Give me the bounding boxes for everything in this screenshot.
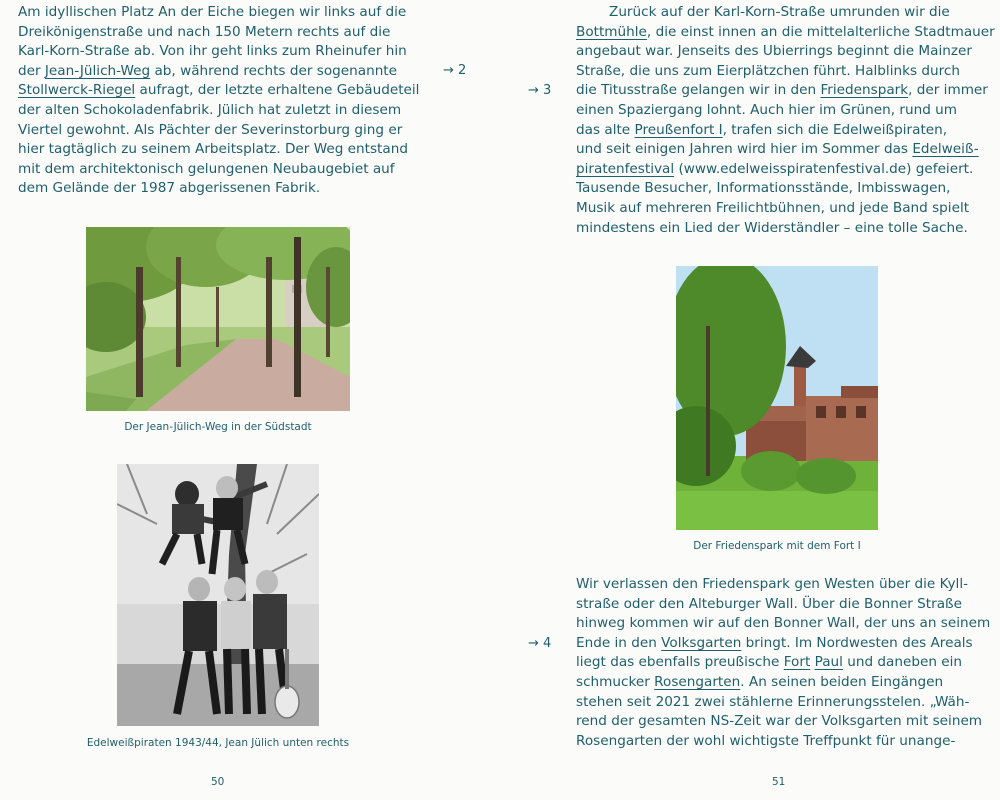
text-segment: hinweg kommen wir auf den Bonner Wall, der uns an seinem <box>576 615 991 632</box>
text-segment: liegt das ebenfalls preußische <box>576 654 784 671</box>
place-link[interactable]: Paul <box>814 654 843 671</box>
place-link[interactable]: Edelweiß- <box>912 141 979 158</box>
place-link[interactable]: Volksgarten <box>661 634 742 651</box>
text-segment: Karl-Korn-Straße ab. Von ihr geht links zum Rheinufer hin <box>18 43 407 60</box>
text-line <box>18 179 419 199</box>
text-line <box>18 101 419 121</box>
text-segment: straße oder den Alteburger Wall. Über die Bonner Straße <box>576 595 962 612</box>
right-page <box>500 0 1000 800</box>
text-line <box>18 3 419 23</box>
text-segment: Viertel gewohnt. Als Pächter der Severinstorburg ging er <box>18 121 403 138</box>
place-link[interactable]: Fort <box>783 654 811 671</box>
text-segment: bringt. Im Nordwesten des Areals <box>741 634 973 651</box>
text-line <box>18 140 419 160</box>
caption-edelweisspiraten: Edelweißpiraten 1943/44, Jean Jülich unten rechts <box>86 737 350 749</box>
text-segment: der <box>18 62 45 79</box>
text-segment: und daneben ein <box>842 654 963 671</box>
place-link[interactable]: piratenfestival <box>576 160 675 177</box>
text-segment: Wir verlassen den Friedenspark gen Westen über die Kyll- <box>576 576 969 592</box>
text-line <box>576 81 995 101</box>
text-line <box>576 595 990 615</box>
text-segment: Dreikönigenstraße und nach 150 Metern rechts auf die <box>18 23 391 40</box>
text-line <box>576 673 990 693</box>
text-line <box>576 712 990 732</box>
text-segment: , der immer <box>908 82 988 99</box>
text-segment: Am idyllischen Platz An der Eiche biegen wir links auf die <box>18 4 407 20</box>
text-line <box>576 575 990 595</box>
text-segment: mit dem architektonisch gelungenen Neubaugebiet auf <box>18 160 395 177</box>
text-line <box>576 634 990 654</box>
text-segment: Straße, die uns zum Eierplätzchen führt. Halblinks durch <box>576 62 960 79</box>
text-segment: . An seinen beiden Eingängen <box>740 673 944 690</box>
text-line <box>576 3 995 23</box>
text-segment: der alten Schokoladenfabrik. Jülich hat zuletzt in diesem <box>18 101 402 118</box>
text-segment: die Titusstraße gelangen wir in den <box>576 82 821 99</box>
text-segment: Rosengarten der wohl wichtigste Treffpunkt für unange- <box>576 732 956 749</box>
text-segment: Musik auf mehreren Freilichtbühnen, und jede Band spielt <box>576 199 970 216</box>
place-link[interactable]: Stollwerck-Riegel <box>18 82 136 99</box>
text-segment: stehen seit 2021 zwei stählerne Erinnerungsstelen. „Wäh- <box>576 693 970 710</box>
text-line <box>576 219 995 239</box>
right-paragraph-1 <box>576 3 995 238</box>
text-segment: Zurück auf der Karl-Korn-Straße umrunden wir die <box>609 4 950 20</box>
caption-jean-juelich-weg: Der Jean-Jülich-Weg in der Südstadt <box>124 421 312 433</box>
place-link[interactable]: Rosengarten <box>654 673 741 690</box>
text-line <box>576 140 995 160</box>
photo-edelweisspiraten <box>117 464 319 726</box>
text-line <box>576 614 990 634</box>
photo-friedenspark <box>676 266 878 530</box>
text-line <box>576 179 995 199</box>
right-paragraph-2 <box>576 575 990 751</box>
text-segment: Ende in den <box>576 634 662 651</box>
cross-reference-marker-4: → 4 <box>528 636 552 651</box>
text-line <box>576 101 995 121</box>
text-line <box>576 62 995 82</box>
place-link[interactable]: Jean-Jülich-Weg <box>44 62 151 79</box>
text-segment: dem Gelände der 1987 abgerissenen Fabrik. <box>18 180 321 197</box>
text-line <box>576 653 990 673</box>
cross-reference-marker-2: → 2 <box>443 63 467 78</box>
text-line <box>576 23 995 43</box>
photo-jean-juelich-weg <box>86 227 350 411</box>
text-line <box>576 732 990 752</box>
left-paragraph <box>18 3 419 199</box>
caption-friedenspark: Der Friedenspark mit dem Fort I <box>693 540 861 552</box>
place-link[interactable]: Bottmühle <box>576 23 647 40</box>
text-line <box>18 121 419 141</box>
text-segment: angebaut war. Jenseits des Ubierrings beginnt die Mainzer <box>576 43 972 60</box>
text-segment: einen Spaziergang lohnt. Auch hier im Grünen, rund um <box>576 101 958 118</box>
page-number-left: 50 <box>211 776 225 788</box>
text-segment: ab, während rechts der sogenannte <box>150 62 398 79</box>
text-line <box>576 160 995 180</box>
text-line <box>576 121 995 141</box>
text-segment: Tausende Besucher, Informationsstände, Imbisswagen, <box>576 180 951 197</box>
text-segment: schmucker <box>576 673 655 690</box>
text-line <box>576 693 990 713</box>
place-link[interactable]: Friedenspark <box>820 82 909 99</box>
text-segment: (www.edelweisspiratenfestival.de) gefeiert. <box>674 160 974 177</box>
friedenspark-fort-image <box>676 266 878 530</box>
text-segment: und seit einigen Jahren wird hier im Sommer das <box>576 141 913 158</box>
cross-reference-marker-3: → 3 <box>528 83 552 98</box>
text-line <box>18 160 419 180</box>
text-segment: , die einst innen an die mittelalterliche Stadtmauer <box>646 23 995 40</box>
page-number-right: 51 <box>772 776 786 788</box>
text-segment: hier tagtäglich zu seinem Arbeitsplatz. Der Weg entstand <box>18 141 408 158</box>
text-segment: rend der gesamten NS-Zeit war der Volksgarten mit seinem <box>576 713 983 730</box>
text-segment: das alte <box>576 121 635 138</box>
text-line <box>18 23 419 43</box>
text-line <box>576 199 995 219</box>
text-segment: , trafen sich die Edelweißpiraten, <box>722 121 948 138</box>
text-line <box>18 81 419 101</box>
text-segment: mindestens ein Lied der Widerständler – eine tolle Sache. <box>576 219 968 236</box>
text-line <box>18 62 419 82</box>
text-line <box>576 42 995 62</box>
text-line <box>18 42 419 62</box>
text-segment: aufragt, der letzte erhaltene Gebäudeteil <box>135 82 420 99</box>
place-link[interactable]: Preußenfort I <box>634 121 723 138</box>
edelweisspiraten-group-image <box>117 464 319 726</box>
tree-alley-image <box>86 227 350 411</box>
